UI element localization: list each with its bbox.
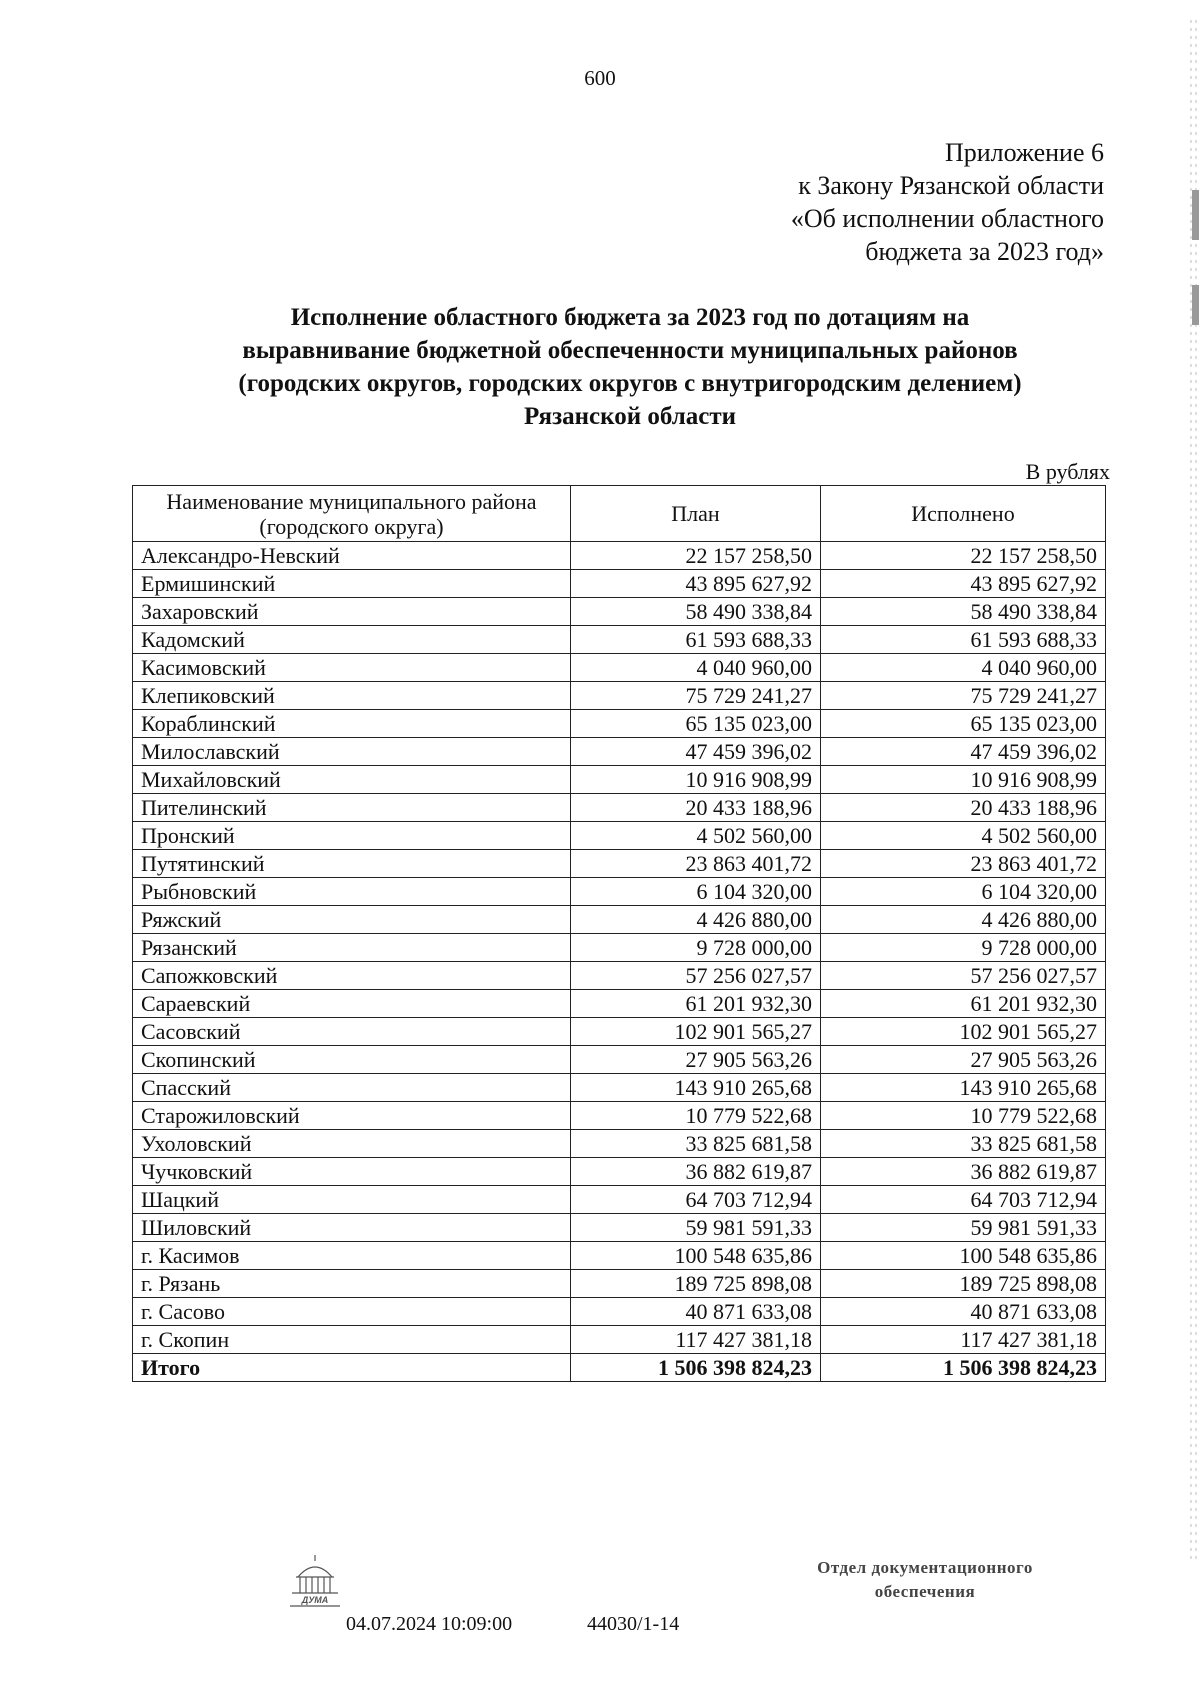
executed-cell: 75 729 241,27 bbox=[821, 682, 1106, 710]
appendix-line-4: бюджета за 2023 год» bbox=[865, 237, 1104, 266]
executed-cell: 61 201 932,30 bbox=[821, 990, 1106, 1018]
plan-cell: 9 728 000,00 bbox=[571, 934, 821, 962]
plan-cell: 100 548 635,86 bbox=[571, 1242, 821, 1270]
municipality-cell: Касимовский bbox=[133, 654, 571, 682]
executed-cell: 9 728 000,00 bbox=[821, 934, 1106, 962]
table-row bbox=[133, 710, 1106, 738]
table-header-row bbox=[133, 486, 1106, 542]
page-number: 600 bbox=[584, 66, 616, 90]
municipality-cell: Рязанский bbox=[133, 934, 571, 962]
municipality-cell: Ряжский bbox=[133, 906, 571, 934]
total-plan: 1 506 398 824,23 bbox=[571, 1354, 821, 1382]
plan-cell: 4 040 960,00 bbox=[571, 654, 821, 682]
executed-cell: 33 825 681,58 bbox=[821, 1130, 1106, 1158]
executed-cell: 59 981 591,33 bbox=[821, 1214, 1106, 1242]
executed-cell: 10 779 522,68 bbox=[821, 1102, 1106, 1130]
executed-cell: 4 040 960,00 bbox=[821, 654, 1106, 682]
executed-cell: 4 502 560,00 bbox=[821, 822, 1106, 850]
plan-cell: 10 916 908,99 bbox=[571, 766, 821, 794]
executed-cell: 43 895 627,92 bbox=[821, 570, 1106, 598]
municipality-cell: Шиловский bbox=[133, 1214, 571, 1242]
plan-cell: 143 910 265,68 bbox=[571, 1074, 821, 1102]
municipality-cell: Александро-Невский bbox=[133, 542, 571, 570]
plan-cell: 22 157 258,50 bbox=[571, 542, 821, 570]
table-row bbox=[133, 654, 1106, 682]
table-row bbox=[133, 822, 1106, 850]
executed-cell: 20 433 188,96 bbox=[821, 794, 1106, 822]
header-municipality-line-1: Наименование муниципального района bbox=[166, 488, 537, 514]
plan-cell: 20 433 188,96 bbox=[571, 794, 821, 822]
municipality-cell: Захаровский bbox=[133, 598, 571, 626]
table-row bbox=[133, 1326, 1106, 1354]
plan-cell: 65 135 023,00 bbox=[571, 710, 821, 738]
document-title bbox=[130, 301, 1130, 433]
executed-cell: 27 905 563,26 bbox=[821, 1046, 1106, 1074]
plan-cell: 40 871 633,08 bbox=[571, 1298, 821, 1326]
municipality-cell: Шацкий bbox=[133, 1186, 571, 1214]
municipality-cell: Ухоловский bbox=[133, 1130, 571, 1158]
department-line-2: обеспечения bbox=[874, 1582, 976, 1601]
executed-cell: 4 426 880,00 bbox=[821, 906, 1106, 934]
plan-cell: 33 825 681,58 bbox=[571, 1130, 821, 1158]
table-row bbox=[133, 906, 1106, 934]
table-row bbox=[133, 1018, 1106, 1046]
header-plan: План bbox=[571, 486, 821, 542]
table-row bbox=[133, 626, 1106, 654]
municipality-cell: Ермишинский bbox=[133, 570, 571, 598]
plan-cell: 57 256 027,57 bbox=[571, 962, 821, 990]
plan-cell: 61 593 688,33 bbox=[571, 626, 821, 654]
executed-cell: 6 104 320,00 bbox=[821, 878, 1106, 906]
registration-datetime: 04.07.2024 10:09:00 bbox=[346, 1613, 513, 1635]
department-line-1: Отдел документационного bbox=[817, 1558, 1033, 1577]
duma-emblem-icon bbox=[286, 1553, 344, 1609]
municipality-cell: Милославский bbox=[133, 738, 571, 766]
municipality-cell: г. Рязань bbox=[133, 1270, 571, 1298]
plan-cell: 10 779 522,68 bbox=[571, 1102, 821, 1130]
municipality-cell: Михайловский bbox=[133, 766, 571, 794]
plan-cell: 59 981 591,33 bbox=[571, 1214, 821, 1242]
executed-cell: 100 548 635,86 bbox=[821, 1242, 1106, 1270]
executed-cell: 58 490 338,84 bbox=[821, 598, 1106, 626]
plan-cell: 4 502 560,00 bbox=[571, 822, 821, 850]
title-line-3: (городских округов, городских округов с внутригородским делением) bbox=[238, 370, 1022, 397]
appendix-reference bbox=[791, 136, 1104, 268]
plan-cell: 36 882 619,87 bbox=[571, 1158, 821, 1186]
table-row bbox=[133, 738, 1106, 766]
plan-cell: 189 725 898,08 bbox=[571, 1270, 821, 1298]
municipality-cell: Старожиловский bbox=[133, 1102, 571, 1130]
municipality-cell: Кораблинский bbox=[133, 710, 571, 738]
table-row bbox=[133, 570, 1106, 598]
municipality-cell: Кадомский bbox=[133, 626, 571, 654]
appendix-line-1: Приложение 6 bbox=[944, 138, 1104, 167]
header-municipality bbox=[133, 486, 571, 542]
executed-cell: 117 427 381,18 bbox=[821, 1326, 1106, 1354]
plan-cell: 47 459 396,02 bbox=[571, 738, 821, 766]
plan-cell: 64 703 712,94 bbox=[571, 1186, 821, 1214]
table-row bbox=[133, 1270, 1106, 1298]
total-label: Итого bbox=[133, 1354, 571, 1382]
plan-cell: 4 426 880,00 bbox=[571, 906, 821, 934]
plan-cell: 27 905 563,26 bbox=[571, 1046, 821, 1074]
executed-cell: 102 901 565,27 bbox=[821, 1018, 1106, 1046]
table-row bbox=[133, 850, 1106, 878]
table-body bbox=[133, 542, 1106, 1382]
plan-cell: 102 901 565,27 bbox=[571, 1018, 821, 1046]
table-row bbox=[133, 962, 1106, 990]
municipality-cell: г. Сасово bbox=[133, 1298, 571, 1326]
table-row bbox=[133, 1130, 1106, 1158]
municipality-cell: Пителинский bbox=[133, 794, 571, 822]
table-row bbox=[133, 766, 1106, 794]
plan-cell: 75 729 241,27 bbox=[571, 682, 821, 710]
title-line-2: выравнивание бюджетной обеспеченности муниципальных районов bbox=[242, 337, 1018, 364]
municipality-cell: г. Скопин bbox=[133, 1326, 571, 1354]
table-row bbox=[133, 1298, 1106, 1326]
table-row bbox=[133, 934, 1106, 962]
municipality-cell: Чучковский bbox=[133, 1158, 571, 1186]
executed-cell: 189 725 898,08 bbox=[821, 1270, 1106, 1298]
table-row bbox=[133, 1242, 1106, 1270]
total-row bbox=[133, 1354, 1106, 1382]
emblem-text: ДУМА bbox=[301, 1595, 329, 1605]
scan-edge-artifact bbox=[1188, 20, 1200, 1560]
registration-number: 44030/1-14 bbox=[587, 1613, 680, 1635]
department-stamp bbox=[810, 1556, 1040, 1604]
executed-cell: 22 157 258,50 bbox=[821, 542, 1106, 570]
plan-cell: 23 863 401,72 bbox=[571, 850, 821, 878]
municipality-cell: Спасский bbox=[133, 1074, 571, 1102]
table-row bbox=[133, 878, 1106, 906]
plan-cell: 58 490 338,84 bbox=[571, 598, 821, 626]
executed-cell: 47 459 396,02 bbox=[821, 738, 1106, 766]
executed-cell: 36 882 619,87 bbox=[821, 1158, 1106, 1186]
executed-cell: 10 916 908,99 bbox=[821, 766, 1106, 794]
municipality-cell: Путятинский bbox=[133, 850, 571, 878]
total-executed: 1 506 398 824,23 bbox=[821, 1354, 1106, 1382]
appendix-line-2: к Закону Рязанской области bbox=[798, 171, 1104, 200]
executed-cell: 40 871 633,08 bbox=[821, 1298, 1106, 1326]
title-line-4: Рязанской области bbox=[523, 403, 737, 430]
plan-cell: 61 201 932,30 bbox=[571, 990, 821, 1018]
municipality-cell: Сасовский bbox=[133, 1018, 571, 1046]
plan-cell: 117 427 381,18 bbox=[571, 1326, 821, 1354]
table-row bbox=[133, 1214, 1106, 1242]
table-row bbox=[133, 1186, 1106, 1214]
executed-cell: 23 863 401,72 bbox=[821, 850, 1106, 878]
table-row bbox=[133, 794, 1106, 822]
municipality-cell: Скопинский bbox=[133, 1046, 571, 1074]
table-row bbox=[133, 1102, 1106, 1130]
table-row bbox=[133, 1046, 1106, 1074]
title-line-1: Исполнение областного бюджета за 2023 год по дотациям на bbox=[290, 304, 970, 331]
header-executed: Исполнено bbox=[821, 486, 1106, 542]
table-row bbox=[133, 542, 1106, 570]
table-row bbox=[133, 682, 1106, 710]
plan-cell: 6 104 320,00 bbox=[571, 878, 821, 906]
plan-cell: 43 895 627,92 bbox=[571, 570, 821, 598]
executed-cell: 61 593 688,33 bbox=[821, 626, 1106, 654]
table-row bbox=[133, 990, 1106, 1018]
municipality-cell: Рыбновский bbox=[133, 878, 571, 906]
executed-cell: 64 703 712,94 bbox=[821, 1186, 1106, 1214]
header-municipality-line-2: (городского округа) bbox=[259, 513, 444, 539]
currency-unit-label: В рублях bbox=[1025, 459, 1110, 484]
municipality-cell: г. Касимов bbox=[133, 1242, 571, 1270]
table-row bbox=[133, 1158, 1106, 1186]
executed-cell: 143 910 265,68 bbox=[821, 1074, 1106, 1102]
table-row bbox=[133, 1074, 1106, 1102]
executed-cell: 57 256 027,57 bbox=[821, 962, 1106, 990]
municipality-cell: Сапожковский bbox=[133, 962, 571, 990]
appendix-line-3: «Об исполнении областного bbox=[790, 204, 1104, 233]
table-row bbox=[133, 598, 1106, 626]
executed-cell: 65 135 023,00 bbox=[821, 710, 1106, 738]
municipality-cell: Пронский bbox=[133, 822, 571, 850]
municipality-cell: Сараевский bbox=[133, 990, 571, 1018]
municipality-cell: Клепиковский bbox=[133, 682, 571, 710]
budget-table bbox=[132, 485, 1106, 1382]
